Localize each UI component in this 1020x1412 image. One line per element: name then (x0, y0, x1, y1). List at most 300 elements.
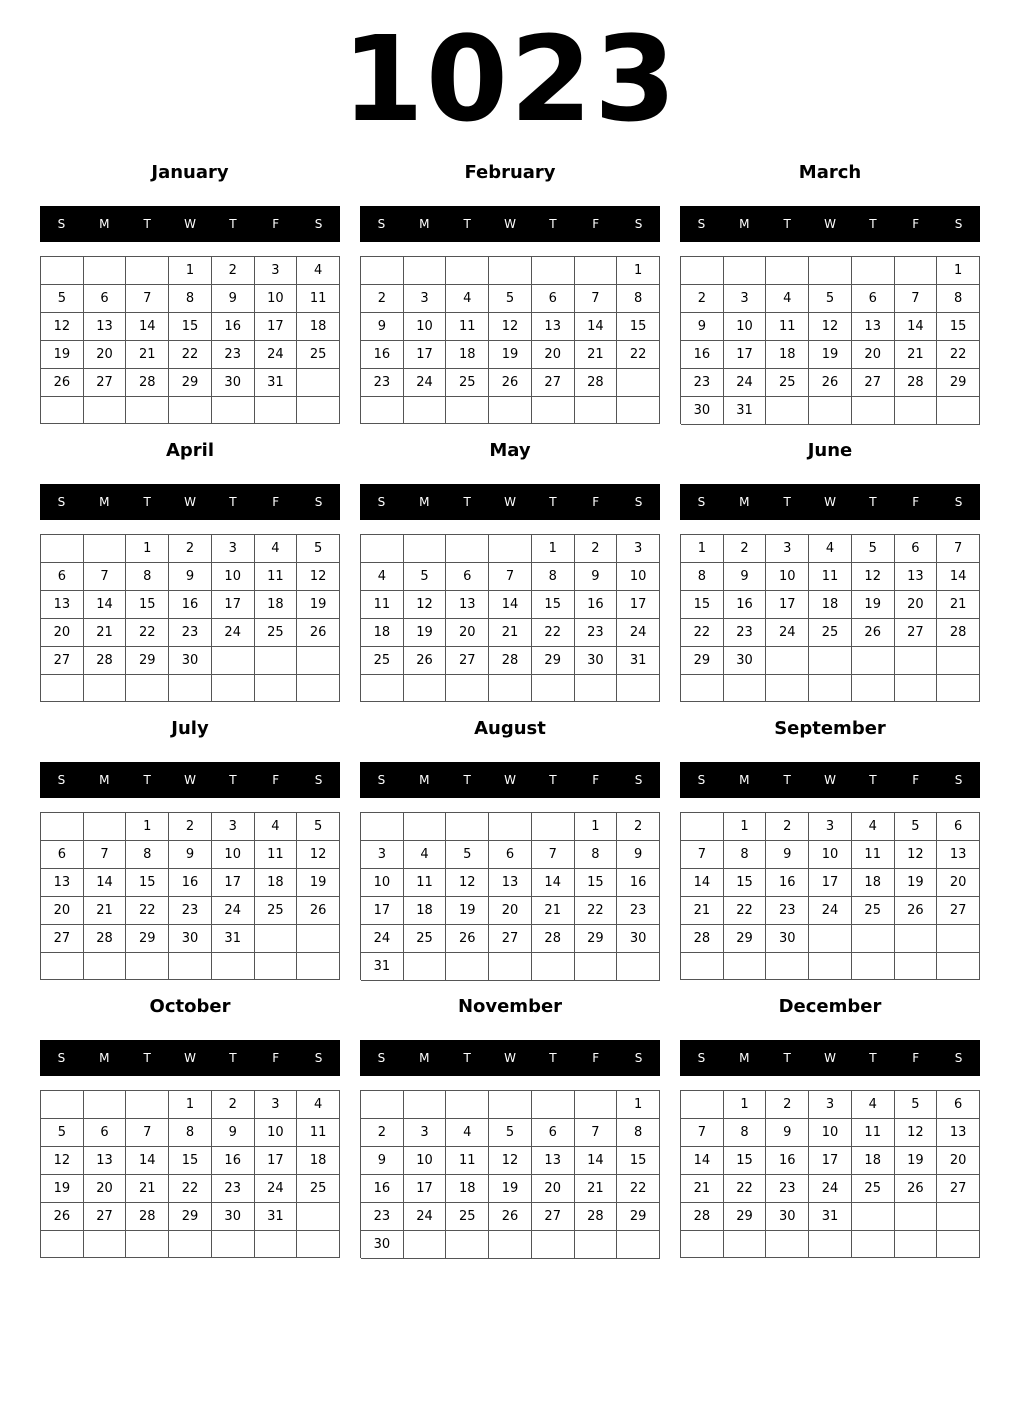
day-cell: 24 (404, 369, 447, 397)
day-cell: 19 (297, 869, 340, 897)
weekday-label: F (592, 495, 600, 509)
day-cell: 24 (255, 341, 298, 369)
day-cell: 11 (446, 1147, 489, 1175)
day-cell: 19 (41, 1175, 84, 1203)
day-cell: 18 (809, 591, 852, 619)
day-cell: 3 (212, 813, 255, 841)
day-cell: 17 (724, 341, 767, 369)
weekday-header (680, 762, 980, 798)
day-cell: 19 (809, 341, 852, 369)
empty-cell (489, 397, 532, 424)
month-name: March (798, 162, 862, 183)
day-cell: 7 (575, 1119, 618, 1147)
day-cell: 13 (489, 869, 532, 897)
empty-cell (852, 647, 895, 675)
day-cell: 16 (681, 341, 724, 369)
day-cell: 2 (575, 535, 618, 563)
day-grid (360, 1090, 660, 1258)
day-cell: 10 (617, 563, 660, 591)
day-cell: 26 (895, 897, 938, 925)
day-cell: 17 (212, 591, 255, 619)
day-cell: 25 (852, 897, 895, 925)
weekday-header (680, 206, 980, 242)
day-cell: 12 (297, 841, 340, 869)
day-cell: 7 (937, 535, 980, 563)
day-cell: 30 (724, 647, 767, 675)
empty-cell (84, 953, 127, 980)
day-cell: 4 (404, 841, 447, 869)
empty-cell (212, 1231, 255, 1258)
day-cell: 11 (766, 313, 809, 341)
day-cell: 10 (809, 841, 852, 869)
day-cell: 5 (404, 563, 447, 591)
weekday-label: M (739, 1051, 750, 1065)
day-cell: 23 (361, 369, 404, 397)
day-cell: 29 (126, 925, 169, 953)
day-cell: 28 (895, 369, 938, 397)
day-cell: 10 (255, 1119, 298, 1147)
day-cell: 1 (575, 813, 618, 841)
day-cell: 28 (84, 647, 127, 675)
empty-cell (575, 675, 618, 702)
day-cell: 12 (895, 841, 938, 869)
day-cell: 22 (617, 1175, 660, 1203)
day-cell: 18 (361, 619, 404, 647)
day-cell: 9 (681, 313, 724, 341)
weekday-label: S (377, 773, 386, 787)
weekday-label: T (549, 773, 557, 787)
empty-cell (212, 647, 255, 675)
empty-cell (84, 675, 127, 702)
empty-cell (895, 1203, 938, 1231)
empty-cell (297, 675, 340, 702)
empty-cell (297, 397, 340, 424)
day-cell: 10 (212, 563, 255, 591)
day-cell: 1 (724, 813, 767, 841)
day-cell: 31 (617, 647, 660, 675)
day-cell: 15 (575, 869, 618, 897)
weekday-label: S (57, 773, 66, 787)
weekday-label: F (912, 495, 920, 509)
day-cell: 16 (169, 869, 212, 897)
weekday-label: T (229, 217, 237, 231)
day-cell: 1 (126, 535, 169, 563)
day-cell: 16 (361, 1175, 404, 1203)
weekday-label: F (272, 217, 280, 231)
empty-cell (937, 925, 980, 953)
day-cell: 17 (255, 1147, 298, 1175)
day-cell: 31 (724, 397, 767, 425)
day-cell: 12 (489, 1147, 532, 1175)
day-cell: 10 (361, 869, 404, 897)
day-cell: 26 (446, 925, 489, 953)
day-cell: 30 (212, 1203, 255, 1231)
empty-cell (169, 1231, 212, 1258)
empty-cell (446, 1231, 489, 1259)
day-cell: 6 (489, 841, 532, 869)
day-cell: 19 (404, 619, 447, 647)
empty-cell (532, 953, 575, 981)
day-cell: 12 (41, 1147, 84, 1175)
day-cell: 2 (169, 813, 212, 841)
empty-cell (809, 257, 852, 285)
weekday-label: T (463, 495, 471, 509)
empty-cell (617, 675, 660, 702)
day-cell: 16 (169, 591, 212, 619)
day-cell: 16 (212, 313, 255, 341)
year-title: 1023 (341, 10, 679, 148)
day-cell: 27 (532, 369, 575, 397)
day-cell: 22 (724, 897, 767, 925)
day-cell: 16 (575, 591, 618, 619)
day-cell: 8 (169, 285, 212, 313)
day-cell: 15 (937, 313, 980, 341)
day-cell: 6 (852, 285, 895, 313)
empty-cell (126, 397, 169, 424)
weekday-label: W (824, 773, 836, 787)
day-cell: 15 (169, 1147, 212, 1175)
empty-cell (84, 1231, 127, 1258)
day-cell: 31 (255, 1203, 298, 1231)
empty-cell (681, 257, 724, 285)
empty-cell (489, 813, 532, 841)
day-cell: 29 (126, 647, 169, 675)
day-cell: 13 (937, 841, 980, 869)
day-cell: 18 (446, 341, 489, 369)
month-name: October (149, 996, 231, 1017)
empty-cell (446, 813, 489, 841)
weekday-label: S (634, 773, 643, 787)
day-cell: 28 (575, 1203, 618, 1231)
empty-cell (895, 675, 938, 702)
day-cell: 5 (41, 285, 84, 313)
day-cell: 30 (617, 925, 660, 953)
day-cell: 28 (126, 1203, 169, 1231)
day-cell: 16 (361, 341, 404, 369)
day-cell: 26 (297, 619, 340, 647)
day-cell: 27 (84, 369, 127, 397)
empty-cell (766, 953, 809, 980)
day-cell: 5 (809, 285, 852, 313)
empty-cell (404, 1231, 447, 1259)
day-cell: 6 (532, 1119, 575, 1147)
weekday-label: T (783, 773, 791, 787)
empty-cell (809, 647, 852, 675)
day-grid (40, 1090, 340, 1258)
empty-cell (255, 953, 298, 980)
day-cell: 25 (446, 369, 489, 397)
weekday-label: T (143, 773, 151, 787)
day-cell: 9 (169, 563, 212, 591)
empty-cell (852, 953, 895, 980)
weekday-label: T (229, 773, 237, 787)
day-cell: 2 (766, 1091, 809, 1119)
day-cell: 26 (852, 619, 895, 647)
day-cell: 29 (681, 647, 724, 675)
day-cell: 17 (617, 591, 660, 619)
day-cell: 14 (575, 1147, 618, 1175)
empty-cell (41, 1091, 84, 1119)
day-cell: 18 (852, 1147, 895, 1175)
day-cell: 29 (532, 647, 575, 675)
day-cell: 7 (681, 841, 724, 869)
day-cell: 24 (766, 619, 809, 647)
day-cell: 5 (489, 1119, 532, 1147)
day-cell: 21 (681, 897, 724, 925)
empty-cell (681, 1091, 724, 1119)
day-cell: 21 (532, 897, 575, 925)
weekday-label: T (549, 1051, 557, 1065)
day-cell: 22 (681, 619, 724, 647)
weekday-label: W (824, 217, 836, 231)
month-name: July (171, 718, 209, 739)
day-cell: 9 (766, 841, 809, 869)
weekday-label: S (697, 217, 706, 231)
day-cell: 23 (361, 1203, 404, 1231)
day-cell: 8 (681, 563, 724, 591)
day-cell: 13 (937, 1119, 980, 1147)
day-cell: 14 (84, 591, 127, 619)
day-cell: 27 (852, 369, 895, 397)
empty-cell (404, 675, 447, 702)
empty-cell (84, 813, 127, 841)
day-cell: 28 (84, 925, 127, 953)
day-cell: 7 (84, 563, 127, 591)
empty-cell (809, 925, 852, 953)
empty-cell (681, 813, 724, 841)
day-cell: 18 (297, 313, 340, 341)
day-cell: 20 (84, 1175, 127, 1203)
day-cell: 6 (532, 285, 575, 313)
day-cell: 5 (895, 1091, 938, 1119)
empty-cell (84, 257, 127, 285)
day-cell: 6 (937, 1091, 980, 1119)
empty-cell (169, 675, 212, 702)
empty-cell (766, 397, 809, 425)
weekday-label: W (184, 773, 196, 787)
day-cell: 21 (84, 897, 127, 925)
day-cell: 20 (489, 897, 532, 925)
empty-cell (532, 675, 575, 702)
day-cell: 4 (297, 1091, 340, 1119)
weekday-label: S (377, 217, 386, 231)
day-cell: 7 (126, 1119, 169, 1147)
weekday-label: S (697, 495, 706, 509)
day-cell: 13 (84, 313, 127, 341)
weekday-label: S (634, 217, 643, 231)
day-cell: 13 (895, 563, 938, 591)
day-cell: 2 (617, 813, 660, 841)
day-cell: 21 (895, 341, 938, 369)
day-cell: 5 (297, 813, 340, 841)
empty-cell (937, 675, 980, 702)
day-cell: 8 (575, 841, 618, 869)
weekday-label: M (419, 217, 430, 231)
empty-cell (126, 953, 169, 980)
empty-cell (297, 647, 340, 675)
weekday-label: S (954, 773, 963, 787)
day-cell: 21 (681, 1175, 724, 1203)
empty-cell (446, 397, 489, 424)
empty-cell (724, 675, 767, 702)
day-cell: 14 (532, 869, 575, 897)
day-cell: 27 (84, 1203, 127, 1231)
day-cell: 16 (766, 869, 809, 897)
empty-cell (41, 675, 84, 702)
weekday-label: T (143, 1051, 151, 1065)
weekday-label: T (229, 1051, 237, 1065)
day-cell: 14 (895, 313, 938, 341)
day-cell: 22 (575, 897, 618, 925)
weekday-label: F (592, 773, 600, 787)
weekday-label: T (549, 217, 557, 231)
empty-cell (895, 397, 938, 425)
empty-cell (41, 953, 84, 980)
empty-cell (895, 647, 938, 675)
day-cell: 22 (532, 619, 575, 647)
empty-cell (404, 257, 447, 285)
day-cell: 24 (361, 925, 404, 953)
day-cell: 15 (681, 591, 724, 619)
day-cell: 25 (361, 647, 404, 675)
weekday-label: T (869, 495, 877, 509)
day-cell: 20 (446, 619, 489, 647)
day-cell: 20 (41, 619, 84, 647)
day-cell: 9 (617, 841, 660, 869)
day-cell: 19 (852, 591, 895, 619)
empty-cell (361, 257, 404, 285)
day-cell: 6 (937, 813, 980, 841)
day-cell: 1 (126, 813, 169, 841)
day-cell: 10 (766, 563, 809, 591)
weekday-header (40, 1040, 340, 1076)
empty-cell (766, 647, 809, 675)
weekday-header (360, 484, 660, 520)
day-cell: 26 (41, 1203, 84, 1231)
day-cell: 2 (766, 813, 809, 841)
day-cell: 9 (361, 313, 404, 341)
day-cell: 5 (852, 535, 895, 563)
empty-cell (297, 953, 340, 980)
day-cell: 11 (297, 285, 340, 313)
day-cell: 15 (126, 591, 169, 619)
day-cell: 5 (446, 841, 489, 869)
day-cell: 29 (169, 369, 212, 397)
month-name: November (457, 996, 563, 1017)
day-cell: 29 (617, 1203, 660, 1231)
weekday-label: W (504, 773, 516, 787)
weekday-label: F (592, 217, 600, 231)
day-cell: 8 (532, 563, 575, 591)
day-cell: 8 (617, 285, 660, 313)
empty-cell (84, 1091, 127, 1119)
day-cell: 26 (489, 369, 532, 397)
day-cell: 10 (809, 1119, 852, 1147)
day-grid (680, 534, 980, 702)
day-cell: 10 (404, 1147, 447, 1175)
day-cell: 10 (404, 313, 447, 341)
day-cell: 17 (809, 1147, 852, 1175)
day-cell: 3 (404, 285, 447, 313)
empty-cell (255, 675, 298, 702)
day-cell: 30 (766, 1203, 809, 1231)
day-cell: 5 (489, 285, 532, 313)
day-cell: 15 (724, 869, 767, 897)
day-cell: 22 (169, 341, 212, 369)
day-cell: 2 (681, 285, 724, 313)
day-cell: 10 (212, 841, 255, 869)
day-cell: 18 (297, 1147, 340, 1175)
day-cell: 25 (255, 897, 298, 925)
empty-cell (255, 647, 298, 675)
empty-cell (575, 953, 618, 981)
weekday-label: S (57, 495, 66, 509)
weekday-label: M (419, 495, 430, 509)
empty-cell (255, 397, 298, 424)
day-cell: 26 (41, 369, 84, 397)
day-cell: 9 (361, 1147, 404, 1175)
day-cell: 8 (169, 1119, 212, 1147)
weekday-label: S (697, 773, 706, 787)
day-cell: 13 (41, 591, 84, 619)
empty-cell (297, 1231, 340, 1258)
empty-cell (446, 953, 489, 981)
day-cell: 2 (361, 285, 404, 313)
day-cell: 28 (681, 1203, 724, 1231)
day-cell: 4 (255, 535, 298, 563)
day-cell: 14 (681, 869, 724, 897)
weekday-label: S (634, 1051, 643, 1065)
empty-cell (617, 953, 660, 981)
empty-cell (169, 397, 212, 424)
weekday-label: S (697, 1051, 706, 1065)
weekday-label: S (314, 1051, 323, 1065)
day-cell: 5 (41, 1119, 84, 1147)
weekday-label: T (783, 495, 791, 509)
day-cell: 1 (169, 1091, 212, 1119)
day-cell: 20 (41, 897, 84, 925)
day-cell: 7 (895, 285, 938, 313)
month-name: May (489, 440, 531, 461)
empty-cell (681, 953, 724, 980)
weekday-label: T (869, 1051, 877, 1065)
day-cell: 27 (446, 647, 489, 675)
day-cell: 12 (41, 313, 84, 341)
empty-cell (126, 257, 169, 285)
weekday-header (40, 206, 340, 242)
day-cell: 23 (724, 619, 767, 647)
day-cell: 24 (212, 897, 255, 925)
day-cell: 3 (255, 1091, 298, 1119)
day-cell: 4 (766, 285, 809, 313)
day-cell: 22 (937, 341, 980, 369)
empty-cell (852, 675, 895, 702)
empty-cell (404, 397, 447, 424)
empty-cell (809, 953, 852, 980)
empty-cell (446, 675, 489, 702)
day-cell: 27 (41, 647, 84, 675)
day-cell: 13 (41, 869, 84, 897)
day-cell: 30 (169, 925, 212, 953)
day-cell: 3 (255, 257, 298, 285)
day-cell: 12 (809, 313, 852, 341)
day-cell: 18 (255, 591, 298, 619)
day-cell: 22 (126, 897, 169, 925)
empty-cell (681, 1231, 724, 1258)
day-cell: 24 (724, 369, 767, 397)
day-cell: 19 (895, 1147, 938, 1175)
empty-cell (852, 1231, 895, 1258)
